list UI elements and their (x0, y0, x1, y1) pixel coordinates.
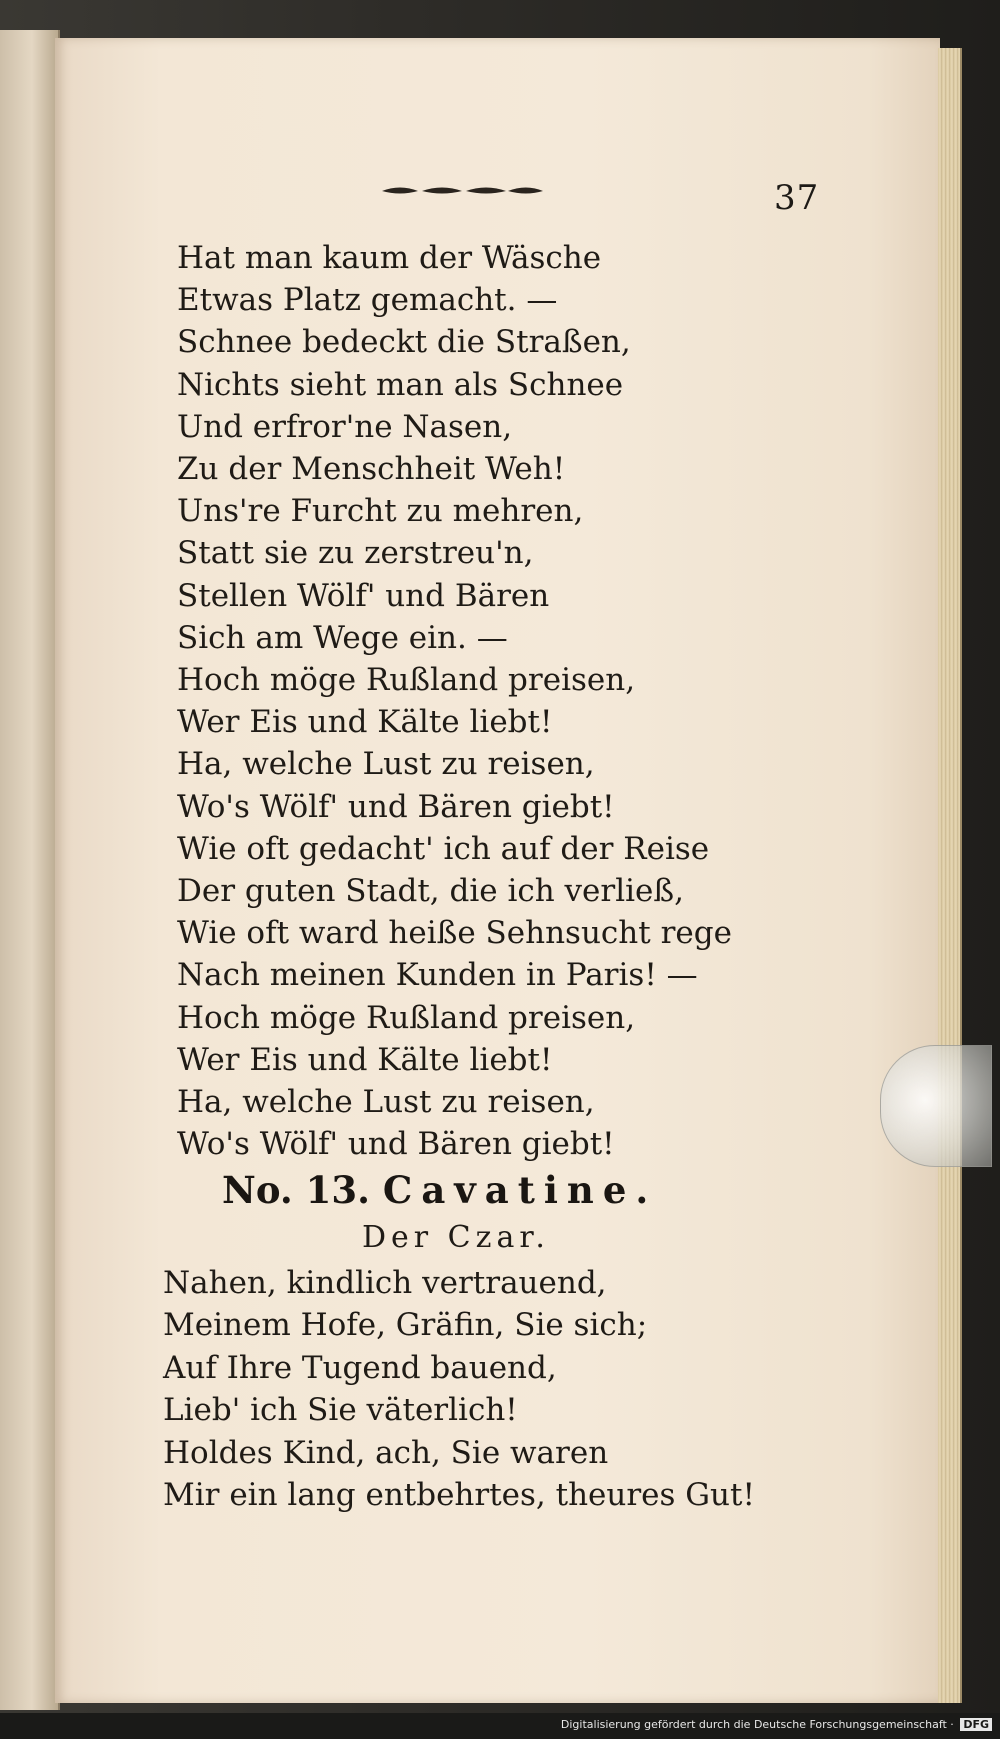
verse-line: Schnee bedeckt die Straßen, (177, 324, 631, 361)
verse-line: Uns're Furcht zu mehren, (177, 493, 584, 530)
verse-line: Und erfror'ne Nasen, (177, 408, 513, 445)
verse-line: Stellen Wölf' und Bären (177, 577, 550, 614)
section-number: No. 13. (222, 1168, 370, 1212)
dfg-logo: DFG (960, 1718, 992, 1731)
verse-line: Lieb' ich Sie väterlich! (163, 1392, 518, 1429)
verse-line: Der guten Stadt, die ich verließ, (177, 873, 684, 910)
verse-line: Etwas Platz gemacht. — (177, 282, 558, 319)
speaker-name: Der Czar. (362, 1220, 550, 1255)
verse-line: Wer Eis und Kälte liebt! (177, 1041, 553, 1078)
footer-credit-text: Digitalisierung gefördert durch die Deutsche Forschungsgemeinschaft · (560, 1718, 954, 1731)
verse-line: Mir ein lang entbehrtes, theures Gut! (163, 1477, 755, 1514)
ornament-rule-icon (380, 182, 545, 198)
verse-line: Sich am Wege ein. — (177, 619, 508, 656)
verse-line: Hoch möge Rußland preisen, (177, 999, 636, 1036)
verse-block-1 (177, 237, 897, 1165)
section-title: Cavatine. (382, 1168, 658, 1212)
section-heading (222, 1168, 657, 1212)
footer-credit (561, 1718, 992, 1731)
verse-line: Zu der Menschheit Weh! (177, 451, 566, 488)
verse-line: Wo's Wölf' und Bären giebt! (177, 788, 615, 825)
verse-line: Auf Ihre Tugend bauend, (163, 1349, 557, 1386)
verse-line: Wo's Wölf' und Bären giebt! (177, 1126, 615, 1163)
verse-line: Ha, welche Lust zu reisen, (177, 746, 595, 783)
verse-line: Meinem Hofe, Gräfin, Sie sich; (163, 1307, 648, 1344)
verse-line: Nach meinen Kunden in Paris! — (177, 957, 698, 994)
verse-block-2 (163, 1262, 903, 1516)
page-stack-edge (938, 48, 962, 1703)
verse-line: Statt sie zu zerstreu'n, (177, 535, 534, 572)
verse-line: Holdes Kind, ach, Sie waren (163, 1434, 609, 1471)
page-number: 37 (774, 178, 820, 218)
verse-line: Nahen, kindlich vertrauend, (163, 1265, 607, 1301)
verse-line: Hoch möge Rußland preisen, (177, 662, 636, 699)
left-page-edge (0, 30, 60, 1710)
verse-line: Ha, welche Lust zu reisen, (177, 1084, 595, 1121)
verse-line: Wer Eis und Kälte liebt! (177, 704, 553, 741)
verse-line: Hat man kaum der Wäsche (177, 240, 602, 276)
verse-line: Nichts sieht man als Schnee (177, 366, 624, 403)
verse-line: Wie oft gedacht' ich auf der Reise (177, 830, 710, 867)
verse-line: Wie oft ward heiße Sehnsucht rege (177, 915, 732, 952)
